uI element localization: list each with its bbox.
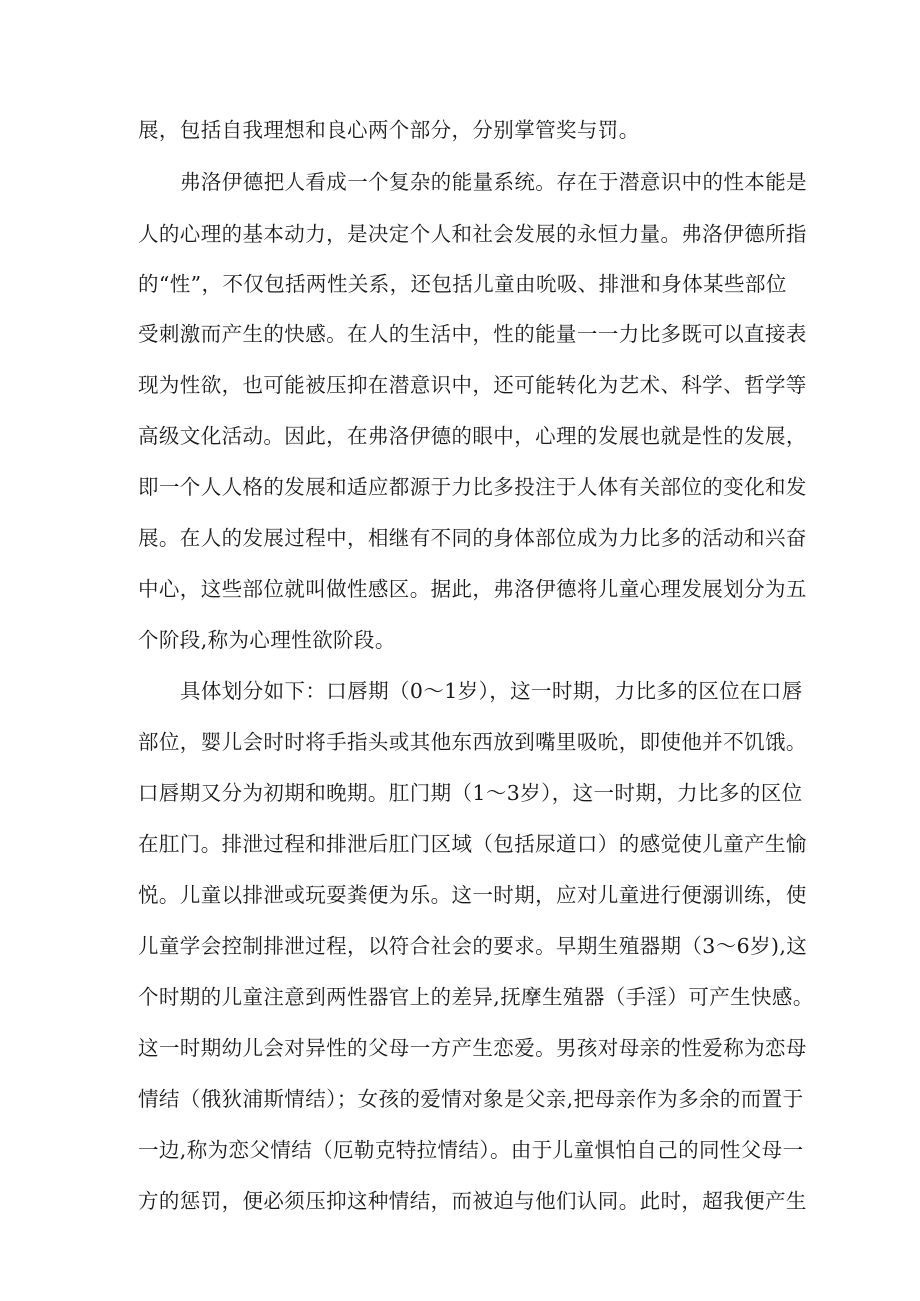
text-line: 个时期的儿童注意到两性器官上的差异,抚摩生殖器（手淫）可产生快感。 [138,985,814,1009]
text-line: 人的心理的基本动力，是决定个人和社会发展的永恒力量。弗洛伊德所指 [138,222,807,246]
text-line: 口唇期又分为初期和晚期。肛门期（1～3岁），这一时期，力比多的区位 [138,781,803,805]
text-line: 的“性”，不仅包括两性关系，还包括儿童由吮吸、排泄和身体某些部位 [138,272,787,296]
text-line: 方的惩罚，便必须压抑这种情结，而被迫与他们认同。此时，超我便产生 [138,1189,807,1213]
text-line: 中心，这些部位就叫做性感区。据此，弗洛伊德将儿童心理发展划分为五 [138,577,807,601]
paragraph-start-line: 弗洛伊德把人看成一个复杂的能量系统。存在于潜意识中的性本能是 [180,170,807,194]
text-line: 儿童学会控制排泄过程，以符合社会的要求。早期生殖器期（3～6岁),这 [138,934,808,958]
text-line: 部位，婴儿会时时将手指头或其他东西放到嘴里吸吮，即使他并不饥饿。 [138,730,807,754]
text-line: 现为性欲，也可能被压抑在潜意识中，还可能转化为艺术、科学、哲学等 [138,373,807,397]
text-line: 受刺激而产生的快感。在人的生活中，性的能量一一力比多既可以直接表 [138,322,807,346]
text-line: 即一个人人格的发展和适应都源于力比多投注于人体有关部位的变化和发 [138,475,807,499]
text-line: 一边,称为恋父情结（厄勒克特拉情结）。由于儿童惧怕自己的同性父母一 [138,1138,804,1162]
text-line: 情结（俄狄浦斯情结）；女孩的爱情对象是父亲,把母亲作为多余的而置于 [138,1087,804,1111]
text-line: 展，包括自我理想和良心两个部分，分别掌管奖与罚。 [138,118,640,142]
text-line: 个阶段,称为心理性欲阶段。 [138,628,396,652]
text-line: 这一时期幼儿会对异性的父母一方产生恋爱。男孩对母亲的性爱称为恋母 [138,1036,807,1060]
text-line: 展。在人的发展过程中，相继有不同的身体部位成为力比多的活动和兴奋 [138,526,807,550]
text-line: 在肛门。排泄过程和排泄后肛门区域（包括尿道口）的感觉使儿童产生愉 [138,832,807,856]
paragraph-start-line: 具体划分如下：口唇期（0～1岁），这一时期，力比多的区位在口唇 [180,679,803,703]
text-line: 悦。儿童以排泄或玩耍粪便为乐。这一时期，应对儿童进行便溺训练，使 [138,883,807,907]
text-line: 高级文化活动。因此，在弗洛伊德的眼中，心理的发展也就是性的发展， [138,424,807,448]
